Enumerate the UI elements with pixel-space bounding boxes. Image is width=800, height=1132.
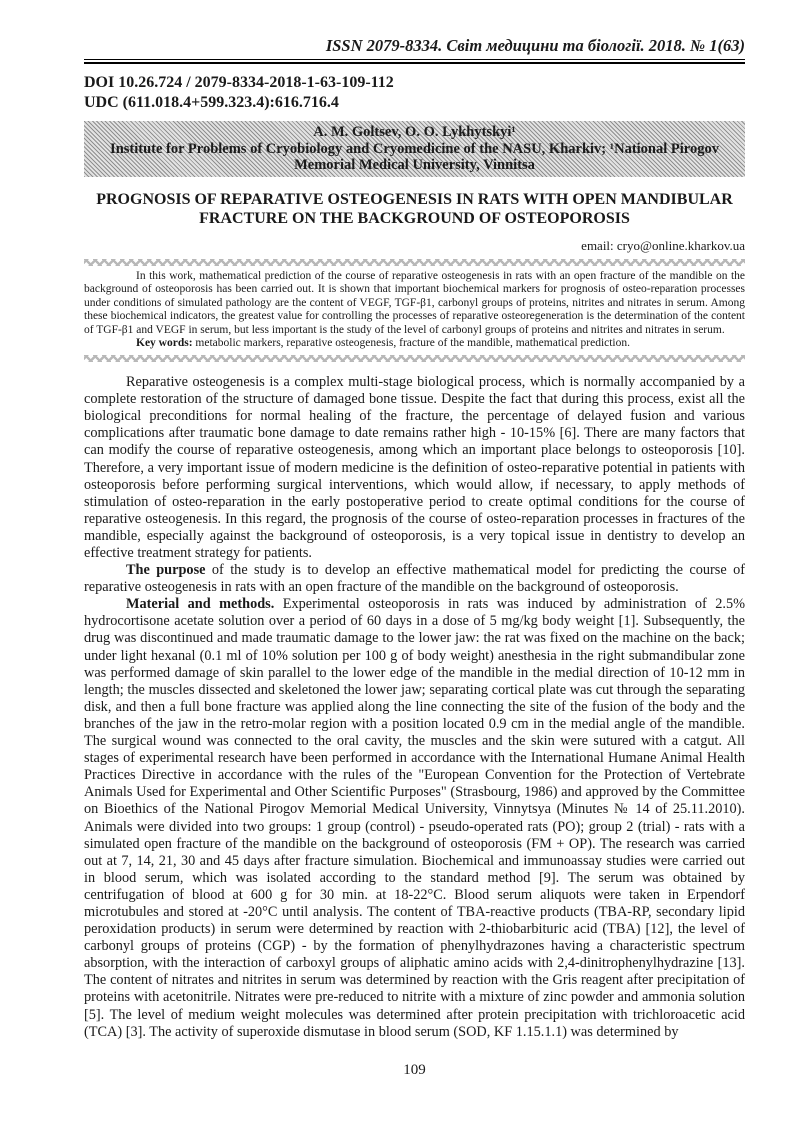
header-double-rule [84,59,745,64]
purpose-lead: The purpose [126,562,206,579]
body-paragraph-methods [84,596,745,1040]
affiliation-line: Institute for Problems of Cryobiology and Cryomedicine of the NASU, Kharkiv; ¹National Pirogov Memorial Medical University, Vinnitsa [110,140,719,173]
article-body [84,374,745,1041]
body-paragraph-purpose [84,562,745,596]
purpose-text: of the study is to develop an effective mathematical model for predicting the course of reparative osteogenesis in rats with an open fracture of the mandible on the background of osteoporosis. [84,562,745,596]
abstract-top-zigzag-border [84,259,745,266]
keywords-line [84,337,745,351]
page-number: 109 [403,1062,426,1078]
doi-line: DOI 10.26.724 / 2079-8334-2018-1-63-109-112 [84,74,394,91]
abstract-bottom-zigzag-border [84,355,745,362]
article-title: PROGNOSIS OF REPARATIVE OSTEOGENESIS IN RATS WITH OPEN MANDIBULAR FRACTURE ON THE BACKGROUND OF OSTEOPOROSIS [96,190,733,227]
body-paragraph-intro-text: Reparative osteogenesis is a complex multi-stage biological process, which is normally accompanied by a complete restoration of the structure of damaged bone tissue. Despite the fact that during this process, exist all the biological preconditions for normal healing of the fracture, the percentage of delayed fusion and various complications after traumatic bone damage to date remains rather high - 10-15% [6]. There are many factors that can modify the course of reparative osteogenesis, among which an important place belongs to osteoporosis [10]. Therefore, a very important issue of modern medicine is the definition of osteo-reparative potential in patients with osteoporosis before performing surgical interventions, which would allow, if necessary, to apply methods of stimulation of osteo-reparation in the early postoperative period to create optimal conditions for the course of reparative osteogenesis. In this regard, the prognosis of the course of osteo-reparation processes in fractures of the mandible, especially against the background of osteoporosis, is a very topical issue in dentistry to develop an effective treatment strategy for patients. [84,374,745,561]
authors-block [84,121,745,177]
keywords-label: Key words: [136,337,193,350]
journal-header: ISSN 2079-8334. Світ медицини та біології. 2018. № 1(63) [325,36,745,55]
email-line: email: cryo@online.kharkov.ua [581,237,745,253]
methods-lead: Material and methods. [126,596,275,613]
authors-line: A. M. Goltsev, O. O. Lykhytskyi¹ [313,124,516,140]
abstract-section [84,270,745,352]
keywords-text: metabolic markers, reparative osteogenesis, fracture of the mandible, mathematical prediction. [192,337,631,350]
methods-text: Experimental osteoporosis in rats was induced by administration of 2.5% hydrocortisone acetate solution over a period of 60 days in a dose of 5 mg/kg body weight [1]. Subsequently, the drug was discontinued and made traumatic damage to the lower jaw: the rat was fixed on the machine on the back; under light hexanal (0.1 ml of 10% solution per 100 g of body weight) anesthesia in the right submandibular zone was performed damage of skin parallel to the lower edge of the mandible in the medial direction of 10-12 mm in length; the muscles dissected and skeletoned the lower jaw; separating cortical plate was cut through the separating disk, and then a full bone fracture was applied along the line connecting the site of the fusion of the body and the branches of the jaw in the retro-molar region with a position located 0.9 cm in the medial angle of the mandible. The surgical wound was connected to the oral cavity, the muscles and the skin were sutured with a catgut. All stages of experimental research have been performed in accordance with the International Humane Animal Health Practices Directive in accordance with the rules of the "European Convention for the Protection of Vertebrate Animals Used for Experimental and Other Scientific Purposes" (Strasbourg, 1986) and approved by the Committee on Bioethics of the National Pirogov Memorial Medical University, Vinnytsya (Minutes № 14 of 25.11.2010). Animals were divided into two groups: 1 group (control) - pseudo-operated rats (PO); group 2 (trial) - rats with a simulated open fracture of the mandible on the background of osteoporosis (FM + OP). The research was carried out at 7, 14, 21, 30 and 45 days after fracture simulation. Biochemical and immunoassay studies were carried out in blood serum, which was isolated according to the standard method [9]. The serum was obtained by centrifugation of blood at 600 g for 30 min. at 18-22°C. Blood serum aliquots were taken in Erpendorf microtubules and stored at -20°C until analysis. The content of TBA-reactive products (TBA-RP, secondary lipid peroxidation products) in serum were determined by reaction with 2-thiobarbituric acid (TBA) [12], the level of carbonyl groups of proteins (CGP) - by the formation of phenylhydrazones having a characteristic spectrum absorption, with the interaction of carboxyl groups of aliphatic amino acids with 2,4-dinitrophenylhydrazine [13]. The content of nitrates and nitrites in serum was determined by reaction with the Gris reagent after precipitation of proteins with acetonitrile. Nitrates were pre-reduced to nitrite with a mixture of zinc powder and ammonia solution [5]. The level of medium weight molecules was determined after protein precipitation with trichloroacetic acid (TCA) [3]. The activity of superoxide dismutase in blood serum (SOD, KF 1.15.1.1) was determined by [84,596,746,1040]
udc-line: UDC (611.018.4+599.323.4):616.716.4 [84,94,339,111]
body-paragraph-intro [84,374,745,562]
abstract-text: In this work, mathematical prediction of the course of reparative osteogenesis in rats with an open fracture of the mandible on the background of osteoporosis has been carried out. It is shown that important biochemical markers for prognosis of osteo-reparation processes under conditions of simulated pathology are the content of VEGF, TGF-β1, carbonyl groups of proteins, nitrites and nitrates in serum. Among these biochemical indicators, the greatest value for controlling the processes of reparative osteoregeneration is the determination of the content of TGF-β1 and VEGF in serum, but less important is the study of the level of carbonyl groups of proteins and nitrites and nitrates in serum. [84,269,745,336]
